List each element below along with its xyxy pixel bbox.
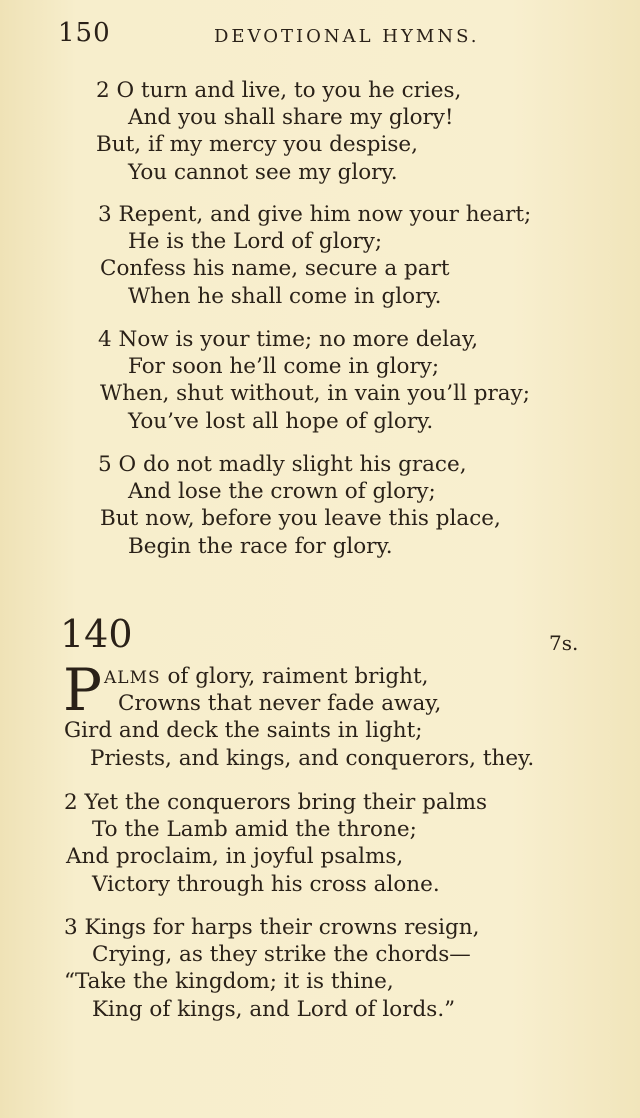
verse-line: You cannot see my glory. [128, 160, 398, 185]
first-line-text: of glory, raiment bright, [160, 664, 429, 689]
verse-line: When he shall come in glory. [128, 284, 442, 309]
verse-line: But, if my mercy you despise, [96, 132, 418, 157]
drop-cap: P [63, 656, 103, 724]
running-head: DEVOTIONAL HYMNS. [214, 26, 480, 47]
verse-line: When, shut without, in vain you’ll pray; [100, 381, 530, 406]
verse-line: 3 Repent, and give him now your heart; [98, 202, 532, 227]
verse-line: “Take the kingdom; it is thine, [64, 969, 394, 994]
verse-line: Crowns that never fade away, [118, 691, 442, 716]
verse-line: King of kings, and Lord of lords.” [92, 997, 456, 1022]
first-word-small-caps: ALMS [104, 668, 161, 688]
verse-line: And you shall share my glory! [128, 105, 454, 130]
verse-line: Victory through his cross alone. [92, 872, 440, 897]
verse-line: 2 O turn and live, to you he cries, [96, 78, 462, 103]
verse-line: 2 Yet the conquerors bring their palms [64, 790, 488, 815]
verse-line: To the Lamb amid the throne; [92, 817, 417, 842]
verse-line: Crying, as they strike the chords— [92, 942, 471, 967]
verse-line: 4 Now is your time; no more delay, [98, 327, 479, 352]
first-verse-line [104, 664, 428, 691]
verse-line: 3 Kings for harps their crowns resign, [64, 915, 480, 940]
verse-line: But now, before you leave this place, [100, 506, 501, 531]
verse-line: And lose the crown of glory; [128, 479, 436, 504]
verse-line: Gird and deck the saints in light; [64, 718, 423, 743]
verse-line: Confess his name, secure a part [100, 256, 450, 281]
verse-line: You’ve lost all hope of glory. [128, 409, 434, 434]
verse-line: He is the Lord of glory; [128, 229, 383, 254]
page-number: 150 [58, 18, 111, 48]
verse-line: For soon he’ll come in glory; [128, 354, 440, 379]
hymn-number: 140 [60, 612, 133, 656]
verse-line: 5 O do not madly slight his grace, [98, 452, 467, 477]
verse-line: Begin the race for glory. [128, 534, 393, 559]
verse-line: And proclaim, in joyful psalms, [66, 844, 404, 869]
hymn-meter: 7s. [549, 631, 579, 655]
page-header [58, 18, 578, 54]
verse-line: Priests, and kings, and conquerors, they. [90, 746, 535, 771]
